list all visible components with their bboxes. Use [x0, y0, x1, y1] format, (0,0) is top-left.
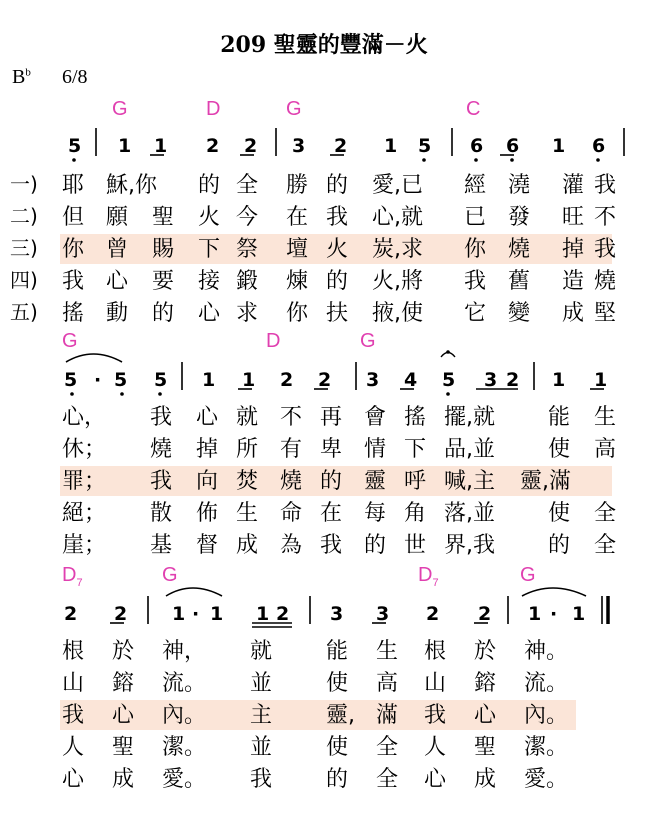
note: 5 [68, 135, 82, 157]
lyric-syllable: 能 [326, 639, 349, 664]
lyric-syllable: 人 [62, 735, 85, 760]
note: 1 [242, 369, 256, 391]
lyric-syllable: 我 [326, 205, 349, 230]
lyric-syllable: 使 [326, 735, 349, 760]
lyric-syllable: 祭 [236, 237, 259, 262]
lyric-syllable: 命 [280, 501, 303, 526]
note: 2 [506, 369, 520, 391]
chord-symbol: G [112, 98, 128, 120]
hymn-title: 209 聖靈的豐滿－火 [220, 32, 428, 58]
lyric-syllable: 心,就 [372, 205, 423, 230]
lyric-syllable: 品,並 [444, 437, 495, 462]
note: 5 [64, 369, 78, 391]
verse3-highlight [60, 700, 576, 730]
note: 1 [118, 135, 132, 157]
lyric-syllable: 心 [474, 703, 497, 728]
lyric-syllable: 心 [106, 269, 129, 294]
lyric-syllable: 要 [152, 269, 175, 294]
lyric-syllable: 基 [150, 533, 173, 558]
lyric-syllable: 全 [594, 501, 617, 526]
lyric-syllable: 我 [150, 469, 173, 494]
note: 2 [426, 603, 440, 625]
lyric-syllable: 炭,求 [372, 237, 423, 262]
lyric-syllable: 崖； [62, 533, 107, 558]
lyric-syllable: 鍛 [236, 269, 259, 294]
lyric-syllable: 掖,使 [372, 301, 423, 326]
lyric-syllable: 於 [474, 639, 497, 664]
lyric-syllable: 我 [320, 533, 343, 558]
lyric-syllable: 使 [548, 501, 571, 526]
lyric-syllable: 但 [62, 205, 85, 230]
lyric-syllable: 不 [594, 205, 617, 230]
note: 5 [154, 369, 168, 391]
lyric-syllable: 心， [62, 405, 107, 430]
lyric-syllable: 山 [62, 671, 85, 696]
lyric-syllable: 我 [62, 269, 85, 294]
verse-number: 二) [10, 204, 38, 228]
lyric-syllable: 呼 [404, 469, 427, 494]
note: 6 [470, 135, 484, 157]
note: · [550, 603, 558, 625]
note: 3 [366, 369, 380, 391]
lyric-syllable: 變 [508, 301, 531, 326]
lyric-syllable: 罪； [62, 469, 107, 494]
lyric-syllable: 使 [326, 671, 349, 696]
lyric-syllable: 能 [548, 405, 571, 430]
note: 1 [384, 135, 398, 157]
system-2-notes [64, 369, 607, 391]
key-letter: B [12, 66, 26, 88]
lyric-syllable: 人 [424, 735, 447, 760]
lyric-syllable: 流。 [524, 671, 569, 696]
chord-symbol: G [360, 330, 376, 352]
note: 1 [552, 135, 566, 157]
lyric-syllable: 的 [320, 469, 343, 494]
lyric-syllable: 焚 [236, 469, 259, 494]
chord-symbol: G [286, 98, 302, 120]
lyric-syllable: 經 [464, 173, 487, 198]
lyric-syllable: 鎔 [474, 671, 497, 696]
lyric-syllable: 落,並 [444, 501, 495, 526]
lyric-syllable: 心 [62, 767, 85, 792]
lyric-syllable: 愛。 [524, 767, 569, 792]
lyric-syllable: 心 [424, 767, 447, 792]
lyric-syllable: 神。 [524, 639, 569, 664]
verse-number: 三) [10, 236, 38, 260]
note: 6 [592, 135, 606, 157]
note: 6 [506, 135, 520, 157]
lyric-syllable: 愛,已 [372, 173, 423, 198]
lyric-syllable: 的 [326, 767, 349, 792]
lyric-syllable: 心 [112, 703, 135, 728]
chord-symbol: D [266, 330, 281, 352]
lyric-syllable: 休； [62, 437, 107, 462]
lyric-syllable: 願 [106, 205, 129, 230]
lyric-syllable: 煉 [286, 269, 309, 294]
lyric-syllable: 求 [236, 301, 259, 326]
lyric-syllable: 的 [326, 173, 349, 198]
lyric-syllable: 的 [364, 533, 387, 558]
lyric-syllable: 內。 [162, 703, 207, 728]
note: 2 [64, 603, 78, 625]
note: 1 [210, 603, 224, 625]
lyric-syllable: 的 [548, 533, 571, 558]
note: 2 [478, 603, 492, 625]
chord-symbol: G [520, 564, 536, 586]
lyric-syllable: 你 [286, 301, 309, 326]
lyric-syllable: 滿 [376, 703, 399, 728]
chord-symbol: G [62, 330, 78, 352]
lyric-syllable: 聖 [112, 735, 135, 760]
lyric-syllable: 喊,主 [444, 469, 495, 494]
note: 4 [404, 369, 418, 391]
lyric-syllable: 並 [250, 735, 273, 760]
note: 2 [276, 603, 290, 625]
lyric-syllable: 再 [320, 405, 343, 430]
lyric-syllable: 心 [196, 405, 219, 430]
note: 5 [442, 369, 456, 391]
lyric-syllable: 穌,你 [106, 173, 157, 198]
note: 5 [418, 135, 432, 157]
lyric-syllable: 在 [320, 501, 343, 526]
lyric-syllable: 流。 [162, 671, 207, 696]
lyric-syllable: 卑 [320, 437, 343, 462]
system-3-notes [64, 603, 585, 625]
lyric-syllable: 生 [594, 405, 617, 430]
fermata [441, 353, 455, 358]
lyric-syllable: 根 [62, 639, 85, 664]
lyric-syllable: 的 [198, 173, 221, 198]
lyric-syllable: 心 [198, 301, 221, 326]
lyric-syllable: 曾 [106, 237, 129, 262]
note: 5 [114, 369, 128, 391]
note: 2 [206, 135, 220, 157]
note: 2 [280, 369, 294, 391]
lyric-syllable: 堅 [594, 301, 617, 326]
lyric-syllable: 全 [376, 735, 399, 760]
lyric-syllable: 火 [326, 237, 349, 262]
lyric-syllable: 賜 [152, 237, 175, 262]
note: 2 [114, 603, 128, 625]
lyric-syllable: 於 [112, 639, 135, 664]
lyric-syllable: 所 [236, 437, 259, 462]
lyric-syllable: 成 [236, 533, 259, 558]
lyric-syllable: 造 [562, 269, 585, 294]
system-1-notes [68, 135, 605, 157]
lyric-syllable: 界,我 [444, 533, 495, 558]
note: · [94, 369, 102, 391]
lyric-syllable: 就 [236, 405, 259, 430]
lyric-syllable: 全 [594, 533, 617, 558]
lyric-syllable: 下 [404, 437, 427, 462]
key-flat: b [25, 66, 31, 79]
lyric-syllable: 火,將 [372, 269, 423, 294]
note: 3 [330, 603, 344, 625]
lyric-syllable: 在 [286, 205, 309, 230]
note: 3 [484, 369, 498, 391]
verse-number: 五) [10, 300, 38, 324]
lyric-syllable: 靈, [326, 703, 355, 728]
lyric-syllable: 我 [594, 237, 617, 262]
lyric-syllable: 耶 [62, 173, 85, 198]
lyric-syllable: 聖 [152, 205, 175, 230]
lyric-syllable: 生 [376, 639, 399, 664]
note: 3 [292, 135, 306, 157]
lyric-syllable: 世 [404, 533, 427, 558]
chord-symbol: D [206, 98, 221, 120]
lyric-syllable: 下 [198, 237, 221, 262]
key-signature [12, 66, 31, 89]
verse-number: 一) [10, 172, 38, 196]
lyric-syllable: 燒 [280, 469, 303, 494]
lyric-syllable: 督 [196, 533, 219, 558]
lyric-syllable: 掉 [196, 437, 219, 462]
lyric-syllable: 成 [112, 767, 135, 792]
lyric-syllable: 生 [236, 501, 259, 526]
lyric-syllable: 我 [464, 269, 487, 294]
lyric-syllable: 有 [280, 437, 303, 462]
lyric-syllable: 發 [508, 205, 531, 230]
lyric-syllable: 會 [364, 405, 387, 430]
lyric-syllable: 山 [424, 671, 447, 696]
lyric-syllable: 靈,滿 [520, 469, 571, 494]
note: 1 [552, 369, 566, 391]
lyric-syllable: 每 [364, 501, 387, 526]
lyric-syllable: 搖 [404, 405, 427, 430]
note: 3 [376, 603, 390, 625]
lyric-syllable: 我 [424, 703, 447, 728]
lyric-syllable: 並 [250, 671, 273, 696]
lyric-syllable: 佈 [196, 501, 219, 526]
lyric-syllable: 它 [464, 301, 487, 326]
note: 1 [202, 369, 216, 391]
lyric-syllable: 你 [62, 237, 85, 262]
lyric-syllable: 鎔 [112, 671, 135, 696]
note: 2 [334, 135, 348, 157]
lyric-syllable: 根 [424, 639, 447, 664]
lyric-syllable: 燒 [150, 437, 173, 462]
chord-symbol: C [466, 98, 481, 120]
note: 2 [318, 369, 332, 391]
note: · [192, 603, 200, 625]
lyric-syllable: 主 [250, 703, 273, 728]
lyric-syllable: 勝 [286, 173, 309, 198]
lyric-syllable: 灌 [562, 173, 585, 198]
lyric-syllable: 今 [236, 205, 259, 230]
lyric-syllable: 你 [464, 237, 487, 262]
note: 1 [594, 369, 608, 391]
lyric-syllable: 高 [594, 437, 617, 462]
lyric-syllable: 火 [198, 205, 221, 230]
chord-symbol: G [162, 564, 178, 586]
lyric-syllable: 使 [548, 437, 571, 462]
lyric-syllable: 我 [62, 703, 85, 728]
lyric-syllable: 成 [562, 301, 585, 326]
lyric-syllable: 已 [464, 205, 487, 230]
lyric-syllable: 潔。 [162, 735, 207, 760]
lyric-syllable: 全 [236, 173, 259, 198]
lyric-syllable: 絕； [62, 501, 107, 526]
lyric-syllable: 潔。 [524, 735, 569, 760]
note: 1 [172, 603, 186, 625]
lyric-syllable: 聖 [474, 735, 497, 760]
note: 2 [244, 135, 258, 157]
lyric-syllable: 舊 [508, 269, 531, 294]
note: 1 [256, 603, 270, 625]
lyric-syllable: 的 [326, 269, 349, 294]
lyric-syllable: 靈 [364, 469, 387, 494]
lyric-syllable: 我 [594, 173, 617, 198]
lyric-syllable: 角 [404, 501, 427, 526]
lyric-syllable: 接 [198, 269, 221, 294]
lyric-syllable: 旺 [562, 205, 585, 230]
lyric-syllable: 擺,就 [444, 405, 495, 430]
lyric-syllable: 不 [280, 405, 303, 430]
lyric-syllable: 全 [376, 767, 399, 792]
lyric-syllable: 動 [106, 301, 129, 326]
lyric-syllable: 澆 [508, 173, 531, 198]
lyric-syllable: 搖 [62, 301, 85, 326]
lyric-syllable: 我 [250, 767, 273, 792]
note: 1 [154, 135, 168, 157]
lyric-syllable: 為 [280, 533, 303, 558]
chord-symbol: $D_7$ [418, 564, 439, 589]
lyric-syllable: 的 [152, 301, 175, 326]
lyric-syllable: 燒 [594, 269, 617, 294]
time-signature: 6/8 [62, 66, 88, 88]
lyric-syllable: 情 [364, 437, 387, 462]
note: 1 [572, 603, 586, 625]
lyric-syllable: 內。 [524, 703, 569, 728]
lyric-syllable: 燒 [508, 237, 531, 262]
lyric-syllable: 散 [150, 501, 173, 526]
chord-symbol: $D_7$ [62, 564, 83, 589]
lyric-syllable: 我 [150, 405, 173, 430]
lyric-syllable: 愛。 [162, 767, 207, 792]
lyric-syllable: 神， [162, 639, 207, 664]
lyric-syllable: 壇 [286, 237, 309, 262]
lyric-syllable: 掉 [562, 237, 585, 262]
lyric-syllable: 成 [474, 767, 497, 792]
lyric-syllable: 就 [250, 639, 273, 664]
lyric-syllable: 向 [196, 469, 219, 494]
lyric-syllable: 高 [376, 671, 399, 696]
note: 1 [528, 603, 542, 625]
lyric-syllable: 扶 [326, 301, 349, 326]
verse-number: 四) [10, 268, 38, 292]
